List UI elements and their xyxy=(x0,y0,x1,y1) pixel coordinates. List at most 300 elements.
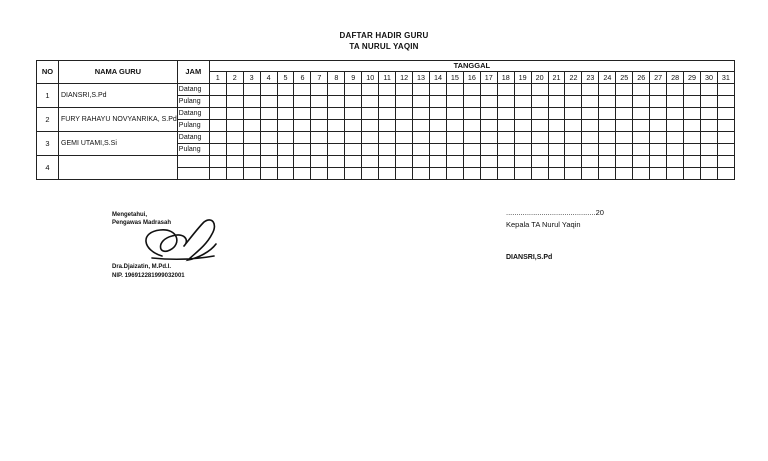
attendance-cell[interactable] xyxy=(684,96,701,108)
attendance-cell[interactable] xyxy=(429,156,446,168)
attendance-cell[interactable] xyxy=(446,84,463,96)
attendance-cell[interactable] xyxy=(294,84,311,96)
attendance-cell[interactable] xyxy=(616,120,633,132)
attendance-cell[interactable] xyxy=(209,108,226,120)
attendance-cell[interactable] xyxy=(582,108,599,120)
day-header: 22 xyxy=(565,72,582,84)
attendance-cell[interactable] xyxy=(700,108,717,120)
attendance-cell[interactable] xyxy=(226,108,243,120)
attendance-cell[interactable] xyxy=(717,144,734,156)
supervisor-name: Dra.Djaizatin, M.Pd.I. xyxy=(112,264,172,270)
table-row xyxy=(37,156,735,168)
attendance-cell[interactable] xyxy=(429,108,446,120)
attendance-cell[interactable] xyxy=(650,96,667,108)
attendance-cell[interactable] xyxy=(480,120,497,132)
attendance-cell[interactable] xyxy=(226,120,243,132)
attendance-cell[interactable] xyxy=(633,168,650,180)
day-header: 4 xyxy=(260,72,277,84)
attendance-cell[interactable] xyxy=(684,132,701,144)
attendance-cell[interactable] xyxy=(345,168,362,180)
attendance-cell[interactable] xyxy=(379,120,396,132)
attendance-cell[interactable] xyxy=(328,156,345,168)
row-number: 1 xyxy=(37,84,59,108)
attendance-cell[interactable] xyxy=(260,132,277,144)
attendance-cell[interactable] xyxy=(667,84,684,96)
attendance-cell[interactable] xyxy=(277,132,294,144)
attendance-cell[interactable] xyxy=(684,144,701,156)
attendance-cell[interactable] xyxy=(429,144,446,156)
attendance-cell[interactable] xyxy=(684,84,701,96)
attendance-cell[interactable] xyxy=(667,96,684,108)
teacher-name: GEMI UTAMI,S.Si xyxy=(59,132,178,156)
attendance-cell[interactable] xyxy=(362,168,379,180)
attendance-cell[interactable] xyxy=(328,120,345,132)
attendance-cell[interactable] xyxy=(379,132,396,144)
attendance-cell[interactable] xyxy=(633,96,650,108)
attendance-cell[interactable] xyxy=(582,156,599,168)
attendance-cell[interactable] xyxy=(209,120,226,132)
attendance-cell[interactable] xyxy=(226,84,243,96)
attendance-cell[interactable] xyxy=(294,168,311,180)
attendance-cell[interactable] xyxy=(616,96,633,108)
attendance-cell[interactable] xyxy=(345,108,362,120)
attendance-cell[interactable] xyxy=(396,144,413,156)
attendance-cell[interactable] xyxy=(396,96,413,108)
attendance-cell[interactable] xyxy=(514,96,531,108)
attendance-cell[interactable] xyxy=(209,144,226,156)
supervisor-signature-block xyxy=(112,210,242,285)
day-header: 7 xyxy=(311,72,328,84)
attendance-cell[interactable] xyxy=(362,120,379,132)
attendance-cell[interactable] xyxy=(429,96,446,108)
attendance-cell[interactable] xyxy=(599,120,616,132)
attendance-cell[interactable] xyxy=(531,144,548,156)
attendance-table xyxy=(36,60,735,180)
attendance-cell[interactable] xyxy=(396,168,413,180)
jam-cell: Pulang xyxy=(177,96,209,108)
attendance-cell[interactable] xyxy=(514,84,531,96)
attendance-cell[interactable] xyxy=(209,168,226,180)
day-header: 15 xyxy=(446,72,463,84)
attendance-cell[interactable] xyxy=(277,108,294,120)
attendance-cell[interactable] xyxy=(379,156,396,168)
handwritten-signature xyxy=(132,210,222,268)
header-name: NAMA GURU xyxy=(59,61,178,84)
attendance-cell[interactable] xyxy=(667,144,684,156)
attendance-cell[interactable] xyxy=(599,108,616,120)
attendance-cell[interactable] xyxy=(209,132,226,144)
attendance-cell[interactable] xyxy=(294,132,311,144)
table-row xyxy=(37,108,735,120)
attendance-cell[interactable] xyxy=(650,84,667,96)
attendance-cell[interactable] xyxy=(294,108,311,120)
attendance-cell[interactable] xyxy=(345,144,362,156)
attendance-cell[interactable] xyxy=(599,144,616,156)
attendance-cell[interactable] xyxy=(700,96,717,108)
attendance-cell[interactable] xyxy=(413,84,430,96)
attendance-cell[interactable] xyxy=(226,144,243,156)
attendance-cell[interactable] xyxy=(277,144,294,156)
attendance-cell[interactable] xyxy=(497,84,514,96)
attendance-cell[interactable] xyxy=(514,156,531,168)
attendance-cell[interactable] xyxy=(700,84,717,96)
attendance-cell[interactable] xyxy=(413,120,430,132)
attendance-cell[interactable] xyxy=(243,120,260,132)
attendance-cell[interactable] xyxy=(311,108,328,120)
attendance-cell[interactable] xyxy=(413,96,430,108)
attendance-cell[interactable] xyxy=(463,156,480,168)
attendance-cell[interactable] xyxy=(396,120,413,132)
attendance-cell[interactable] xyxy=(717,156,734,168)
day-header: 29 xyxy=(684,72,701,84)
attendance-cell[interactable] xyxy=(328,144,345,156)
header-jam: JAM xyxy=(177,61,209,84)
teacher-name xyxy=(59,156,178,180)
attendance-cell[interactable] xyxy=(582,120,599,132)
attendance-cell[interactable] xyxy=(650,132,667,144)
day-header: 31 xyxy=(717,72,734,84)
day-header: 18 xyxy=(497,72,514,84)
attendance-cell[interactable] xyxy=(497,144,514,156)
attendance-cell[interactable] xyxy=(497,108,514,120)
attendance-cell[interactable] xyxy=(480,132,497,144)
attendance-cell[interactable] xyxy=(345,120,362,132)
attendance-cell[interactable] xyxy=(497,96,514,108)
attendance-cell[interactable] xyxy=(311,84,328,96)
attendance-cell[interactable] xyxy=(633,108,650,120)
attendance-cell[interactable] xyxy=(328,108,345,120)
attendance-cell[interactable] xyxy=(429,120,446,132)
attendance-cell[interactable] xyxy=(548,144,565,156)
day-header: 6 xyxy=(294,72,311,84)
attendance-cell[interactable] xyxy=(650,168,667,180)
attendance-cell[interactable] xyxy=(226,156,243,168)
attendance-cell[interactable] xyxy=(260,168,277,180)
attendance-cell[interactable] xyxy=(480,144,497,156)
teacher-name: FURY RAHAYU NOVYANRIKA, S.Pd xyxy=(59,108,178,132)
attendance-cell[interactable] xyxy=(209,156,226,168)
day-header: 13 xyxy=(413,72,430,84)
supervisor-nip: NIP. 196912281999032001 xyxy=(112,273,185,279)
attendance-cell[interactable] xyxy=(345,96,362,108)
attendance-cell[interactable] xyxy=(226,168,243,180)
attendance-cell[interactable] xyxy=(243,144,260,156)
attendance-cell[interactable] xyxy=(565,84,582,96)
attendance-cell[interactable] xyxy=(328,96,345,108)
attendance-cell[interactable] xyxy=(277,96,294,108)
attendance-cell[interactable] xyxy=(565,120,582,132)
day-header: 17 xyxy=(480,72,497,84)
attendance-cell[interactable] xyxy=(565,156,582,168)
attendance-cell[interactable] xyxy=(497,132,514,144)
attendance-cell[interactable] xyxy=(362,132,379,144)
attendance-cell[interactable] xyxy=(226,96,243,108)
attendance-cell[interactable] xyxy=(294,96,311,108)
attendance-cell[interactable] xyxy=(379,168,396,180)
attendance-cell[interactable] xyxy=(616,144,633,156)
attendance-cell[interactable] xyxy=(311,132,328,144)
attendance-cell[interactable] xyxy=(599,96,616,108)
document-subtitle: TA NURUL YAQIN xyxy=(349,42,419,51)
attendance-cell[interactable] xyxy=(379,96,396,108)
attendance-cell[interactable] xyxy=(311,156,328,168)
attendance-cell[interactable] xyxy=(379,144,396,156)
attendance-cell[interactable] xyxy=(294,156,311,168)
attendance-cell[interactable] xyxy=(548,168,565,180)
attendance-cell[interactable] xyxy=(362,144,379,156)
attendance-cell[interactable] xyxy=(633,144,650,156)
attendance-cell[interactable] xyxy=(413,132,430,144)
attendance-cell[interactable] xyxy=(531,108,548,120)
attendance-cell[interactable] xyxy=(463,132,480,144)
attendance-cell[interactable] xyxy=(531,120,548,132)
attendance-cell[interactable] xyxy=(582,144,599,156)
attendance-cell[interactable] xyxy=(379,108,396,120)
attendance-cell[interactable] xyxy=(209,96,226,108)
attendance-cell[interactable] xyxy=(396,132,413,144)
jam-cell xyxy=(177,168,209,180)
jam-cell xyxy=(177,156,209,168)
day-header: 21 xyxy=(548,72,565,84)
attendance-cell[interactable] xyxy=(531,168,548,180)
row-number: 3 xyxy=(37,132,59,156)
attendance-cell[interactable] xyxy=(565,108,582,120)
day-header: 12 xyxy=(396,72,413,84)
attendance-cell[interactable] xyxy=(667,168,684,180)
attendance-cell[interactable] xyxy=(260,108,277,120)
attendance-cell[interactable] xyxy=(497,120,514,132)
attendance-cell[interactable] xyxy=(514,168,531,180)
attendance-cell[interactable] xyxy=(616,168,633,180)
attendance-cell[interactable] xyxy=(565,132,582,144)
attendance-cell[interactable] xyxy=(429,132,446,144)
attendance-cell[interactable] xyxy=(616,132,633,144)
attendance-cell[interactable] xyxy=(446,108,463,120)
attendance-cell[interactable] xyxy=(413,168,430,180)
attendance-cell[interactable] xyxy=(446,168,463,180)
attendance-cell[interactable] xyxy=(684,156,701,168)
attendance-cell[interactable] xyxy=(379,84,396,96)
attendance-cell[interactable] xyxy=(260,84,277,96)
attendance-cell[interactable] xyxy=(362,108,379,120)
attendance-cell[interactable] xyxy=(463,84,480,96)
attendance-cell[interactable] xyxy=(328,132,345,144)
header-no: NO xyxy=(37,61,59,84)
attendance-cell[interactable] xyxy=(345,156,362,168)
attendance-cell[interactable] xyxy=(260,96,277,108)
attendance-cell[interactable] xyxy=(548,132,565,144)
attendance-cell[interactable] xyxy=(700,144,717,156)
attendance-cell[interactable] xyxy=(633,132,650,144)
attendance-cell[interactable] xyxy=(396,156,413,168)
attendance-cell[interactable] xyxy=(446,120,463,132)
attendance-cell[interactable] xyxy=(548,84,565,96)
attendance-cell[interactable] xyxy=(463,168,480,180)
attendance-cell[interactable] xyxy=(446,144,463,156)
attendance-cell[interactable] xyxy=(633,84,650,96)
header-tanggal: TANGGAL xyxy=(209,61,734,72)
attendance-cell[interactable] xyxy=(277,120,294,132)
attendance-cell[interactable] xyxy=(480,108,497,120)
attendance-cell[interactable] xyxy=(717,132,734,144)
attendance-cell[interactable] xyxy=(243,96,260,108)
jam-cell: Datang xyxy=(177,108,209,120)
attendance-cell[interactable] xyxy=(243,84,260,96)
attendance-cell[interactable] xyxy=(616,108,633,120)
attendance-cell[interactable] xyxy=(243,108,260,120)
attendance-cell[interactable] xyxy=(531,84,548,96)
document-title: DAFTAR HADIR GURU xyxy=(339,31,429,40)
attendance-cell[interactable] xyxy=(582,132,599,144)
attendance-cell[interactable] xyxy=(396,108,413,120)
attendance-cell[interactable] xyxy=(684,168,701,180)
table-row xyxy=(37,84,735,96)
attendance-cell[interactable] xyxy=(565,96,582,108)
attendance-cell[interactable] xyxy=(497,156,514,168)
attendance-cell[interactable] xyxy=(667,108,684,120)
attendance-cell[interactable] xyxy=(667,156,684,168)
attendance-cell[interactable] xyxy=(582,168,599,180)
attendance-cell[interactable] xyxy=(480,156,497,168)
attendance-cell[interactable] xyxy=(446,96,463,108)
attendance-cell[interactable] xyxy=(633,120,650,132)
jam-cell: Pulang xyxy=(177,144,209,156)
attendance-cell[interactable] xyxy=(429,84,446,96)
day-header: 1 xyxy=(209,72,226,84)
jam-cell: Pulang xyxy=(177,120,209,132)
attendance-cell[interactable] xyxy=(548,108,565,120)
attendance-cell[interactable] xyxy=(497,168,514,180)
attendance-cell[interactable] xyxy=(599,156,616,168)
attendance-cell[interactable] xyxy=(565,144,582,156)
attendance-cell[interactable] xyxy=(599,132,616,144)
attendance-cell[interactable] xyxy=(667,132,684,144)
attendance-cell[interactable] xyxy=(650,120,667,132)
attendance-cell[interactable] xyxy=(616,84,633,96)
attendance-cell[interactable] xyxy=(548,96,565,108)
attendance-cell[interactable] xyxy=(362,84,379,96)
attendance-cell[interactable] xyxy=(226,132,243,144)
attendance-cell[interactable] xyxy=(548,156,565,168)
attendance-cell[interactable] xyxy=(531,132,548,144)
attendance-cell[interactable] xyxy=(514,108,531,120)
attendance-cell[interactable] xyxy=(328,84,345,96)
day-header: 9 xyxy=(345,72,362,84)
attendance-cell[interactable] xyxy=(362,96,379,108)
day-header: 26 xyxy=(633,72,650,84)
attendance-cell[interactable] xyxy=(684,108,701,120)
attendance-cell[interactable] xyxy=(277,156,294,168)
attendance-cell[interactable] xyxy=(463,144,480,156)
date-line: ...........................................20 xyxy=(506,208,604,217)
attendance-cell[interactable] xyxy=(480,96,497,108)
attendance-cell[interactable] xyxy=(463,120,480,132)
attendance-cell[interactable] xyxy=(260,156,277,168)
attendance-cell[interactable] xyxy=(650,144,667,156)
attendance-cell[interactable] xyxy=(446,156,463,168)
attendance-cell[interactable] xyxy=(700,156,717,168)
attendance-cell[interactable] xyxy=(396,84,413,96)
attendance-cell[interactable] xyxy=(565,168,582,180)
day-header: 8 xyxy=(328,72,345,84)
attendance-cell[interactable] xyxy=(243,168,260,180)
attendance-cell[interactable] xyxy=(599,168,616,180)
attendance-cell[interactable] xyxy=(717,84,734,96)
attendance-cell[interactable] xyxy=(311,144,328,156)
attendance-cell[interactable] xyxy=(650,108,667,120)
day-header: 28 xyxy=(667,72,684,84)
attendance-cell[interactable] xyxy=(514,132,531,144)
attendance-cell[interactable] xyxy=(260,144,277,156)
attendance-cell[interactable] xyxy=(311,120,328,132)
attendance-cell[interactable] xyxy=(311,96,328,108)
attendance-cell[interactable] xyxy=(277,168,294,180)
attendance-cell[interactable] xyxy=(717,96,734,108)
attendance-cell[interactable] xyxy=(260,120,277,132)
attendance-cell[interactable] xyxy=(277,84,294,96)
attendance-cell[interactable] xyxy=(243,156,260,168)
attendance-cell[interactable] xyxy=(209,84,226,96)
day-header: 19 xyxy=(514,72,531,84)
attendance-cell[interactable] xyxy=(616,156,633,168)
attendance-cell[interactable] xyxy=(345,84,362,96)
attendance-cell[interactable] xyxy=(582,96,599,108)
attendance-cell[interactable] xyxy=(294,144,311,156)
attendance-cell[interactable] xyxy=(717,120,734,132)
attendance-cell[interactable] xyxy=(531,96,548,108)
attendance-cell[interactable] xyxy=(684,120,701,132)
attendance-cell[interactable] xyxy=(243,132,260,144)
jam-cell: Datang xyxy=(177,132,209,144)
attendance-cell[interactable] xyxy=(548,120,565,132)
attendance-cell[interactable] xyxy=(700,168,717,180)
attendance-cell[interactable] xyxy=(531,156,548,168)
day-header: 3 xyxy=(243,72,260,84)
attendance-cell[interactable] xyxy=(362,156,379,168)
attendance-cell[interactable] xyxy=(717,168,734,180)
attendance-cell[interactable] xyxy=(717,108,734,120)
attendance-cell[interactable] xyxy=(463,108,480,120)
day-header: 14 xyxy=(429,72,446,84)
attendance-cell[interactable] xyxy=(480,84,497,96)
attendance-cell[interactable] xyxy=(633,156,650,168)
attendance-cell[interactable] xyxy=(599,84,616,96)
day-header: 11 xyxy=(379,72,396,84)
attendance-cell[interactable] xyxy=(700,132,717,144)
attendance-cell[interactable] xyxy=(480,168,497,180)
attendance-cell[interactable] xyxy=(514,120,531,132)
attendance-cell[interactable] xyxy=(413,108,430,120)
attendance-cell[interactable] xyxy=(311,168,328,180)
attendance-cell[interactable] xyxy=(413,144,430,156)
attendance-cell[interactable] xyxy=(413,156,430,168)
table-row xyxy=(37,132,735,144)
teacher-name: DIANSRI,S.Pd xyxy=(59,84,178,108)
attendance-cell[interactable] xyxy=(328,168,345,180)
attendance-cell[interactable] xyxy=(446,132,463,144)
attendance-cell[interactable] xyxy=(667,120,684,132)
attendance-cell[interactable] xyxy=(463,96,480,108)
attendance-cell[interactable] xyxy=(429,168,446,180)
day-header: 2 xyxy=(226,72,243,84)
attendance-cell[interactable] xyxy=(700,120,717,132)
attendance-cell[interactable] xyxy=(650,156,667,168)
attendance-cell[interactable] xyxy=(294,120,311,132)
day-header: 23 xyxy=(582,72,599,84)
attendance-cell[interactable] xyxy=(514,144,531,156)
attendance-cell[interactable] xyxy=(345,132,362,144)
attendance-cell[interactable] xyxy=(582,84,599,96)
